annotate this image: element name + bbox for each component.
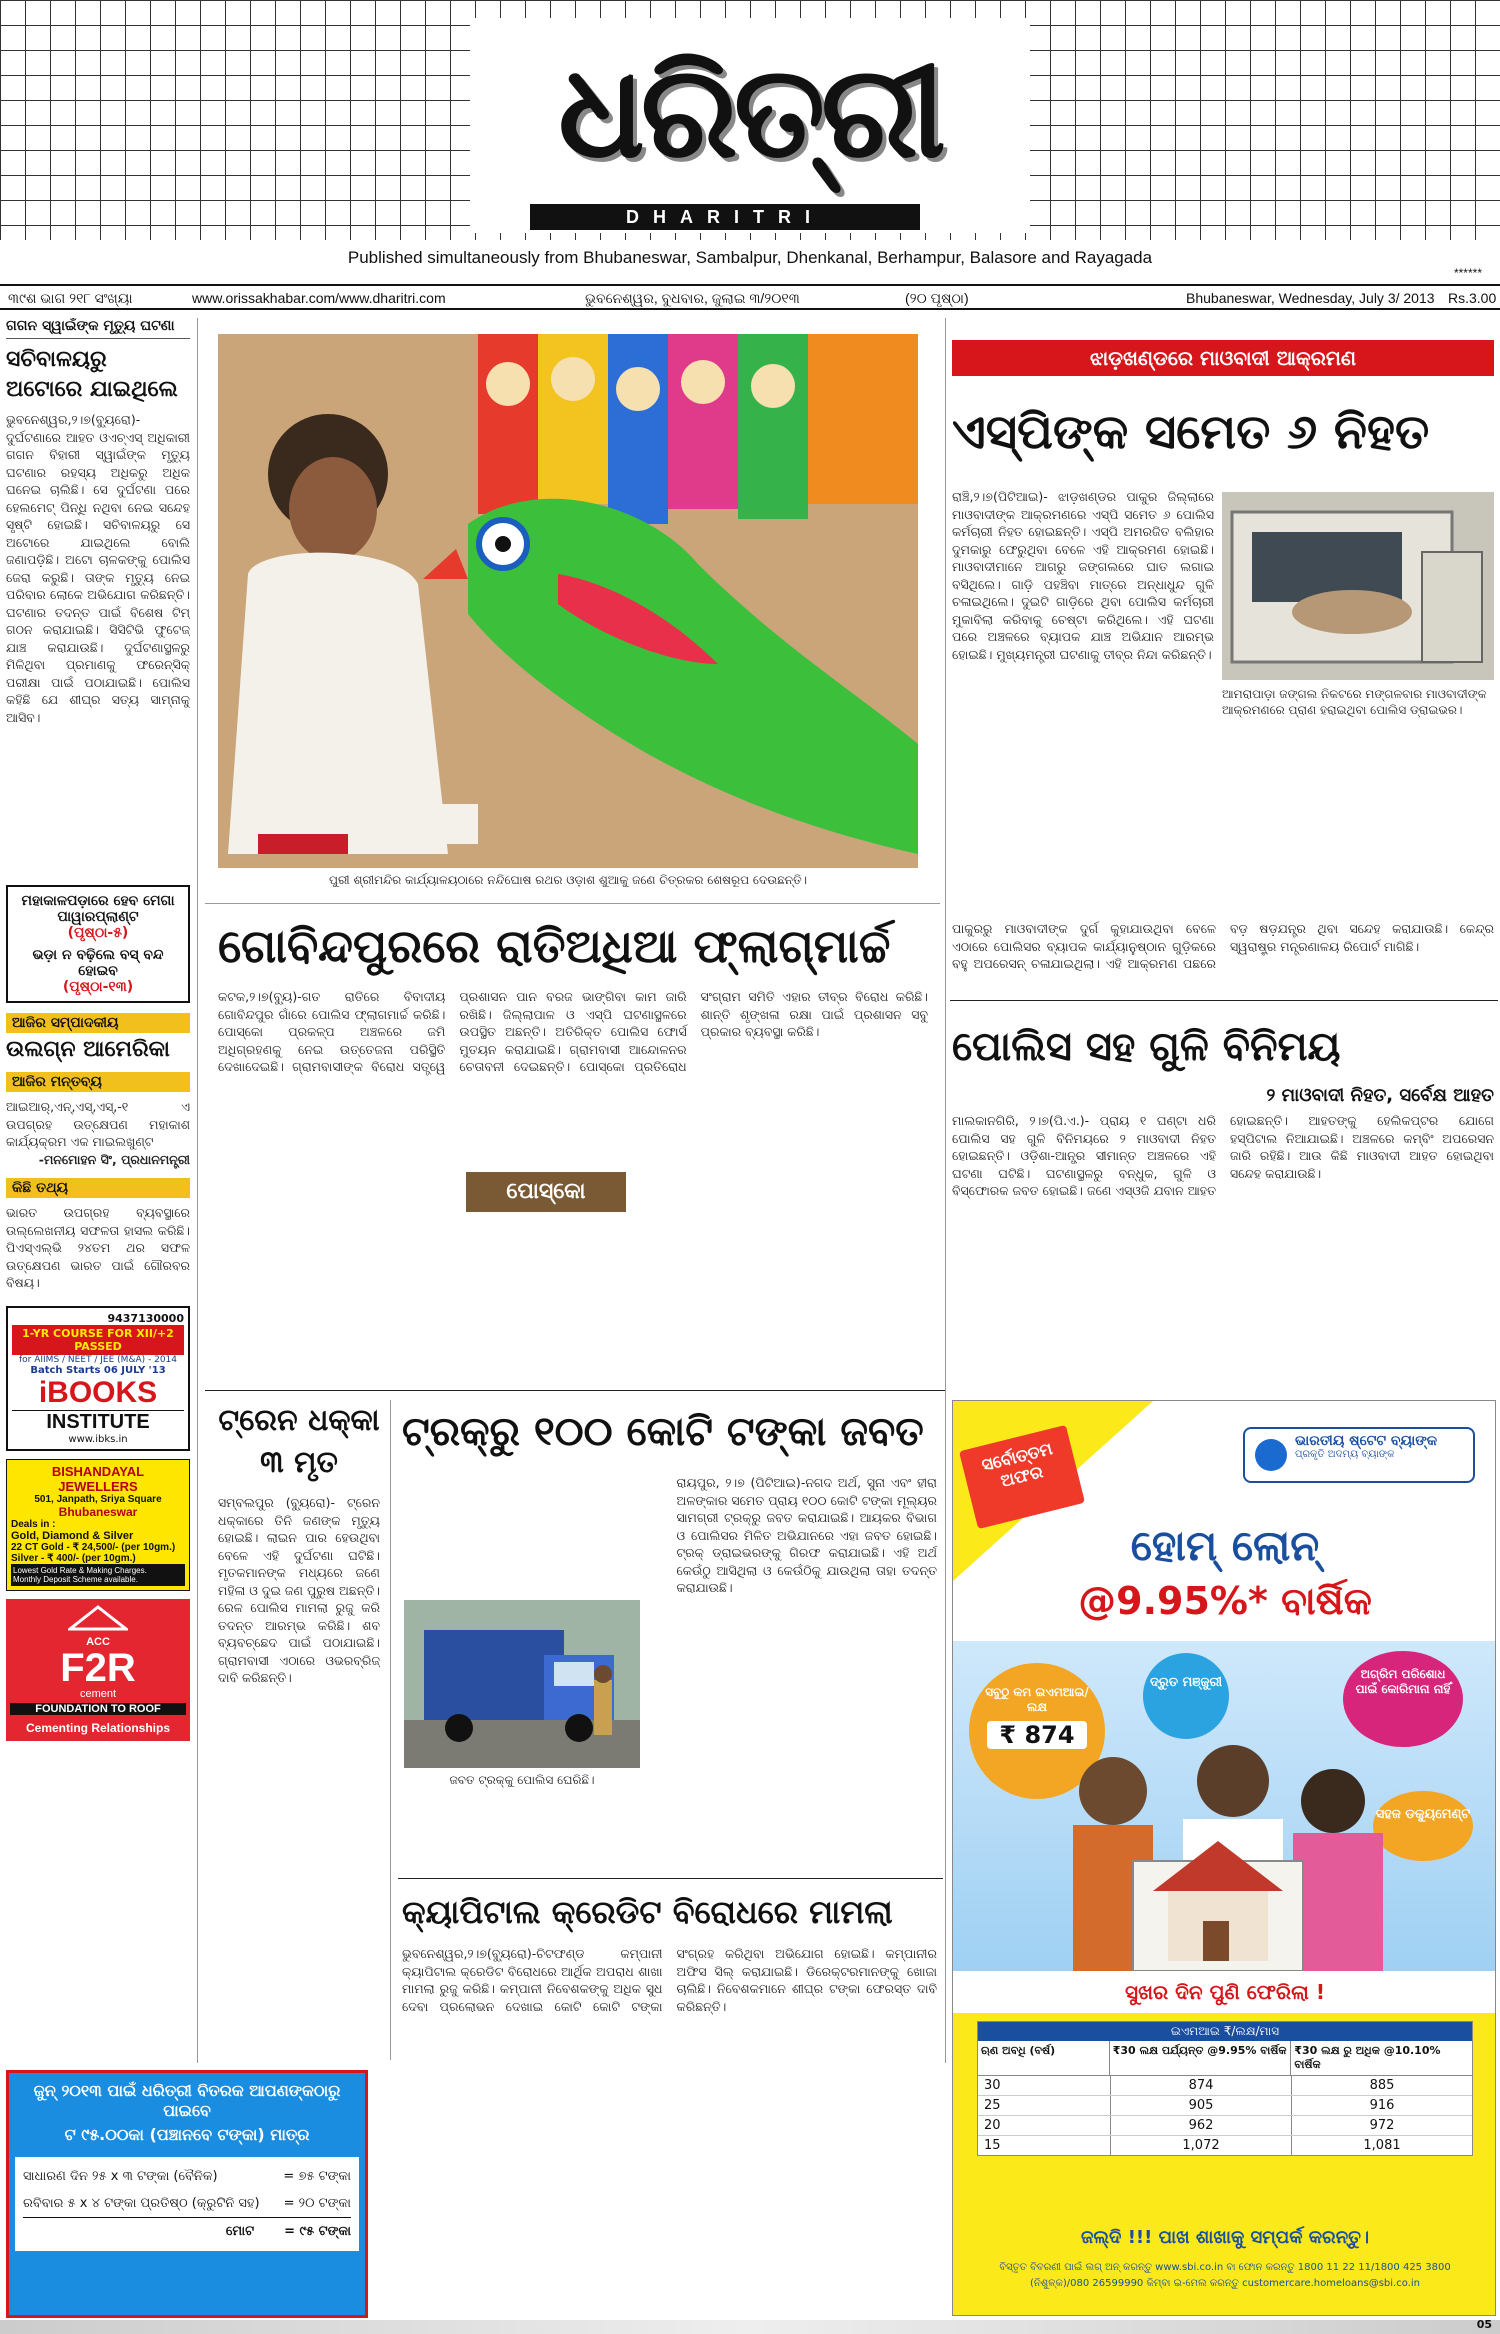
table-cell: 20 [978, 2116, 1111, 2135]
sbi-contact1[interactable]: ବିସ୍ତୃତ ବିବରଣୀ ପାଇଁ ଲଗ୍ ଅନ୍ କରନ୍ତୁ www.sbi.co.in ବା ଫୋନ କରନ୍ତୁ 1800 11 22 11/1800 425 3800 [999, 2262, 1451, 2273]
quote-label: ଆଜିର ମନ୍ତବ୍ୟ [6, 1072, 190, 1092]
promo1-text: ମହାକାଳପଡ଼ାରେ ହେବ ମେଗା ପାୱାରପ୍ଲାଣ୍ଟ [21, 893, 175, 925]
sbi-emi-amount: ₹ 874 [987, 1721, 1087, 1749]
exchange-subheadline: ୨ ମାଓବାଦୀ ନିହତ, ସର୍ବେକ୍ଷ ଆହତ [1266, 1085, 1494, 1106]
dateline: Bhubaneswar, Wednesday, July 3/ 2013 [1186, 290, 1435, 306]
sbi-offer-badge: ସର୍ବୋତ୍ତମ ଅଫର [959, 1425, 1085, 1529]
left-article-body: ଭୁବନେଶ୍ୱର,୨।୭(ବ୍ୟୁରୋ)- ଦୁର୍ଘଟଣାରେ ଆହତ ଓଏଚ୍ଏସ୍ ଅଧିକାରୀ ଗଗନ ବିହାରୀ ସ୍ୱାଇଁଙ୍କ ମୃତ୍ୟୁ ଘଟଣାର ରହସ୍ୟ ଅଧିକରୁ ଅଧିକ ଘନେଇ ଚାଲିଛି। ସେ ଦୁର୍ଘଟଣା ପରେ ହେଲମେଟ୍ ପିନ୍ଧି ନଥିବା ନେଇ ସନ୍ଦେହ ସୃଷ୍ଟି ହୋଇଛି। ସଚିବାଳୟରୁ ସେ ଅଟୋରେ ଯାଇଥିଲେ ବୋଲି ଜଣାପଡ଼ିଛି। ଅଟୋ ଚାଳକଙ୍କୁ ପୋଲିସ ଜେରା କରୁଛି। ତାଙ୍କ ମୃତ୍ୟୁ ନେଇ ପରିବାର ଲୋକେ ଅଭିଯୋଗ କରିଛନ୍ତି। ଘଟଣାର ତଦନ୍ତ ପାଇଁ ବିଶେଷ ଟିମ୍ ଗଠନ କରାଯାଇଛି। ସିସିଟିଭି ଫୁଟେଜ୍ ଯାଞ୍ଚ କରାଯାଉଛି। ଦୁର୍ଘଟଣାସ୍ଥଳରୁ ମିଳିଥିବା ପ୍ରମାଣକୁ ଫରେନ୍ସିକ୍ ପରୀକ୍ଷା ପାଇଁ ପଠାଯାଇଛି। ପୋଲିସ କହିଛି ଯେ ଶୀଘ୍ର ସତ୍ୟ ସାମ୍ନାକୁ ଆସିବ। [6, 412, 190, 725]
separator-line [205, 903, 940, 904]
maoist-photo[interactable] [1222, 492, 1494, 680]
subscription-line1: ଜୁନ୍ ୨୦୧୩ ପାଇଁ ଧରିତ୍ରୀ ବିତରକ ଆପଣଙ୍କଠାରୁ ପାଇବେ [33, 2081, 341, 2120]
page-count: (୨୦ ପୃଷ୍ଠା) [905, 290, 969, 306]
exchange-headline[interactable]: ପୋଲିସ ସହ ଗୁଳି ବିନିମୟ [952, 1024, 1341, 1070]
truck-headline[interactable]: ଟ୍ରକ୍‌ରୁ ୧୦୦ କୋଟି ଟଙ୍କା ଜବତ [402, 1409, 924, 1455]
damaged-vehicle-illustration [1222, 492, 1494, 680]
sbi-easy-docs-badge: ସହଜ ଡକ୍ୟୁମେଣ୍ଟ [1373, 1791, 1473, 1861]
page-number: 05 [1476, 2318, 1492, 2331]
sbi-home-loan-ad[interactable] [952, 1400, 1496, 2316]
masthead [0, 0, 1500, 240]
parrot-painting-illustration [218, 334, 918, 868]
table-cell: 885 [1369, 2078, 1395, 2093]
ibooks-ad[interactable] [6, 1306, 190, 1451]
volume-number: ୩୯ଶ ଭାଗ ୨୧୮ ସଂଖ୍ୟା [8, 290, 133, 306]
capital-body: ଭୁବନେଶ୍ୱର,୨।୭(ବ୍ୟୁରୋ)-ଚିଟଫଣ୍ଡ କମ୍ପାନୀ କ୍ୟାପିଟାଲ କ୍ରେଡିଟ ବିରୋଧରେ ଆର୍ଥିକ ଅପରାଧ ଶାଖା ମାମଲା ରୁଜୁ କରିଛି। କମ୍ପାନୀ ନିବେଶକଙ୍କୁ ଅଧିକ ସୁଧ ଦେବା ପ୍ରଲୋଭନ ଦେଖାଇ କୋଟି କୋଟି ଟଙ୍କା ସଂଗ୍ରହ କରିଥିବା ଅଭିଯୋଗ ହୋଇଛି। କମ୍ପାନୀର ଅଫିସ ସିଲ୍ କରାଯାଇଛି। ଡିରେକ୍ଟରମାନଙ୍କୁ ଖୋଜା ଚାଲିଛି। ନିବେଶକମାନେ ଶୀଘ୍ର ଟଙ୍କା ଫେରସ୍ତ ଦାବି କରିଛନ୍ତି। [402, 1946, 937, 2014]
subscription-row1-label: ସାଧାରଣ ଦିନ ୨୫ x ୩ ଟଙ୍କା (ବୈନିକ) [23, 2169, 218, 2184]
newspaper-logo[interactable] [470, 18, 1030, 233]
editorial-label: ଆଜିର ସମ୍ପାଦକୀୟ [6, 1013, 190, 1033]
quote-author: -ମନମୋହନ ସିଂ, ପ୍ରଧାନମନ୍ତ୍ରୀ [38, 1151, 190, 1167]
sbi-rate: @9.95%* ବାର୍ଷିକ [1078, 1579, 1372, 1623]
jewellers-name: BISHANDAYAL JEWELLERS [51, 1463, 145, 1494]
separator-line [950, 1000, 1498, 1001]
promo1-ref: (ପୃଷ୍ଠା-୫) [67, 925, 129, 941]
jewellers-city: Bhubaneswar [58, 1504, 138, 1519]
main-photo-caption: ପୁରୀ ଶ୍ରୀମନ୍ଦିର କାର୍ଯ୍ୟାଳୟଠାରେ ନନ୍ଦିଘୋଷ ରଥର ଓଡ଼ାଶ ଶୁଆକୁ ଜଣେ ଚିତ୍ରକର ଶେଷରୂପ ଦେଉଛନ୍ତି। [328, 873, 808, 887]
table-cell: 25 [978, 2096, 1111, 2115]
sbi-cta: ଜଲ୍‌ଦି !!! ପାଖ ଶାଖାକୁ ସମ୍ପର୍କ କରନ୍ତୁ। [1080, 2227, 1370, 2248]
table-cell: 1,072 [1111, 2136, 1292, 2155]
jewellers-deals: Deals in : [11, 1518, 56, 1530]
subscription-row2-label: ରବିବାର ୫ x ୪ ଟଙ୍କା ପ୍ରତିଷ୍ଠ (କ୍ରୁଟିନି ସହ) [23, 2196, 260, 2211]
sbi-bank-name: ଭାରତୀୟ ଷ୍ଟେଟ ବ୍ୟାଙ୍କ [1295, 1433, 1438, 1449]
sbi-prepayment-badge: ଅଗ୍ରିମ ପରିଶୋଧ ପାଇଁ କୋରିମାନା ନାହିଁ [1343, 1651, 1463, 1747]
table-cell: 30 [978, 2076, 1111, 2095]
sbi-table-head-0: ଋଣ ଅବଧି (ବର୍ଷ) [978, 2041, 1110, 2075]
left-kicker: ଗଗନ ସ୍ୱାଇଁଙ୍କ ମୃତ୍ୟୁ ଘଟଣା [6, 318, 190, 339]
ibooks-for: for AIIMS / NEET / JEE (M&A) - 2014 [18, 1354, 177, 1365]
maoist-attack-banner: ଝାଡ଼ଖଣ୍ଡରେ ମାଓବାଦୀ ଆକ୍ରମଣ [952, 340, 1494, 376]
sbi-table-head-1: ₹30 ଲକ୍ଷ ପର୍ଯ୍ୟନ୍ତ @9.95% ବାର୍ଷିକ [1110, 2041, 1292, 2075]
acc-cement-ad[interactable] [6, 1599, 190, 1741]
sbi-tagline: ସୁଖର ଦିନ ପୁଣି ଫେରିଲା ! [953, 1971, 1496, 2013]
column-divider [390, 1400, 391, 2060]
price: Rs.3.00 [1448, 290, 1497, 306]
jewellers-address: 501, Janpath, Sriya Square [34, 1493, 162, 1505]
exchange-body: ମାଲକାନଗିରି, ୨।୭(ପି.ଏ.)- ପ୍ରାୟ ୧ ଘଣ୍ଟା ଧରି ପୋଲିସ ସହ ଗୁଳି ବିନିମୟରେ ୨ ମାଓବାଦୀ ନିହତ ହୋଇଛନ୍ତି। ଓଡ଼ିଶା-ଆନ୍ଧ୍ର ସୀମାନ୍ତ ଅଞ୍ଚଳରେ ଏହି ଘଟଣା ଘଟିଛି। ଘଟଣାସ୍ଥଳରୁ ବନ୍ଧୁକ, ଗୁଳି ଓ ବିସ୍ଫୋରକ ଜବତ ହୋଇଛି। ଜଣେ ଏସ୍ଓଜି ଯବାନ ଆହତ ହୋଇଛନ୍ତି। ଆହତଙ୍କୁ ହେଲିକପ୍ଟର ଯୋଗେ ହସ୍ପିଟାଲ ନିଆଯାଇଛି। ଅଞ୍ଚଳରେ କମ୍ବିଂ ଅପରେସନ ଜାରି ରହିଛି। ଆଉ କିଛି ମାଓବାଦୀ ଆହତ ହୋଇଥିବା ସନ୍ଦେହ କରାଯାଉଛି। [952, 1113, 1494, 1198]
jewellers-items: Gold, Diamond & Silver [11, 1529, 134, 1542]
sbi-keyhole-icon [1255, 1439, 1287, 1471]
left-headline[interactable]: ସଚିବାଳୟରୁ ଅଟୋରେ ଯାଇଥିଲେ [6, 347, 178, 402]
table-cell: 962 [1111, 2116, 1292, 2135]
quote-text: ଆଇଆର୍,ଏନ୍,ଏସ୍,ଏସ୍,-୧ ଏ ଉପଗ୍ରହ ଉତ୍କ୍ଷେପଣ ମହାକାଶ କାର୍ଯ୍ୟକ୍ରମ ଏକ ମାଇଲଖୁଣ୍ଟ [6, 1099, 190, 1149]
table-row [978, 2096, 1472, 2116]
jewellers-note2: Monthly Deposit Scheme available. [13, 1574, 138, 1584]
ibooks-url[interactable]: www.ibks.in [68, 1433, 128, 1445]
flagmarch-headline[interactable]: ଗୋବିନ୍ଦପୁରରେ ରାତିଅଧିଆ ଫ୍ଲାଗ୍‌ମାର୍ଚ୍ଚ [218, 919, 891, 973]
promo2-ref: (ପୃଷ୍ଠା-୧୩) [62, 979, 134, 995]
ibooks-logo: iBOOKS [38, 1375, 158, 1409]
ibooks-batch: Batch Starts 06 JULY '13 [30, 1364, 166, 1376]
ibooks-institute: INSTITUTE [12, 1410, 184, 1434]
truck-caption: ଜବତ ଟ୍ରକ୍କୁ ପୋଲିସ ଘେରିଛି। [449, 1773, 595, 1787]
sbi-emi-label: ସବୁଠୁ କମ ଇଏମଆଇ/ଲକ୍ଷ [985, 1685, 1089, 1714]
jewellers-silver-rate: Silver - ₹ 400/- (per 10gm.) [11, 1552, 136, 1564]
subscription-box[interactable] [6, 2070, 368, 2318]
edition-stars: ****** [1453, 266, 1482, 280]
date-odia: ଭୁବନେଶ୍ୱର, ବୁଧବାର, ଜୁଲାଇ ୩/୨୦୧୩ [585, 290, 800, 306]
main-photo[interactable] [218, 334, 918, 868]
acc-brand: ACC [86, 1635, 110, 1648]
separator-line [398, 1878, 943, 1879]
ibooks-phone: 9437130000 [107, 1311, 184, 1325]
acc-product: F2R [60, 1645, 136, 1690]
capital-headline[interactable]: କ୍ୟାପିଟାଲ କ୍ରେଡିଟ ବିରୋଧରେ ମାମଲା [402, 1893, 893, 1931]
jewellers-note1: Lowest Gold Rate & Making Charges. [13, 1565, 147, 1575]
table-row [978, 2136, 1472, 2155]
logo-wordmark: ଧରିତ୍ରୀ [558, 38, 942, 187]
train-headline[interactable]: ଟ୍ରେନ ଧକ୍କା ୩ ମୃତ [218, 1403, 380, 1480]
left-column [6, 318, 190, 2063]
sbi-logo-box [1243, 1427, 1475, 1483]
subscription-line2: ଟ ୯୫.୦୦କା (ପଞ୍ଚାନବେ ଟଙ୍କା) ମାତ୍ର [64, 2125, 310, 2144]
column-divider [197, 318, 198, 2063]
published-line: Published simultaneously from Bhubaneswar, Sambalpur, Dhenkanal, Berhampur, Balasore and Rayagada [347, 248, 1153, 267]
promo-box[interactable] [6, 885, 190, 1003]
train-article [218, 1400, 380, 2060]
footer-strip [0, 2320, 1500, 2334]
acc-slogan: Cementing Relationships [25, 1720, 171, 1735]
house-roof-icon [68, 1605, 128, 1631]
subscription-total-label: ମୋଟ [225, 2224, 255, 2239]
table-row [978, 2076, 1472, 2096]
sbi-bank-tag: ପ୍ରକୃତି ଅଦମ୍ୟ ବ୍ୟାଙ୍କ [1295, 1449, 1395, 1460]
table-row [978, 2116, 1472, 2136]
table-cell: 972 [1369, 2118, 1395, 2133]
train-body: ସମ୍ବଲପୁର (ବ୍ୟୁରୋ)- ଟ୍ରେନ ଧକ୍କାରେ ତିନି ଜଣଙ୍କ ମୃତ୍ୟୁ ହୋଇଛି। ଲାଇନ ପାର ହେଉଥିବା ବେଳେ ଏହି ଦୁର୍ଘଟଣା ଘଟିଛି। ମୃତକମାନଙ୍କ ମଧ୍ୟରେ ଜଣେ ମହିଳା ଓ ଦୁଇ ଜଣ ପୁରୁଷ ଅଛନ୍ତି। ରେଳ ପୋଲିସ ମାମଲା ରୁଜୁ କରି ତଦନ୍ତ ଆରମ୍ଭ କରିଛି। ଶବ ବ୍ୟବଚ୍ଛେଦ ପାଇଁ ପଠାଯାଇଛି। ଗ୍ରାମବାସୀ ଏଠାରେ ଓଭରବ୍ରିଜ୍ ଦାବି କରିଛନ୍ତି। [218, 1495, 380, 1685]
table-cell: 916 [1369, 2098, 1395, 2113]
flagmarch-body: କଟକ,୨।୭(ବ୍ୟୁ)-ଗତ ରାତିରେ ବିବାଦୀୟ ଗୋବିନ୍ଦପୁର ଗାଁରେ ପୋଲିସ ଫ୍ଲାଗମାର୍ଚ୍ଚ କରିଛି। ପୋସ୍କୋ ପ୍ରକଳ୍ପ ଅଞ୍ଚଳରେ ଜମି ଅଧିଗ୍ରହଣକୁ ନେଇ ଉତ୍ତେଜନା ପରିସ୍ଥିତି ଦେଖାଦେଇଛି। ଗ୍ରାମବାସୀଙ୍କ ବିରୋଧ ସତ୍ତ୍ୱେ ପ୍ରଶାସନ ପାନ ବରଜ ଭାଙ୍ଗିବା କାମ ଜାରି ରଖିଛି। ଜିଲ୍ଲାପାଳ ଓ ଏସ୍ପି ଘଟଣାସ୍ଥଳରେ ଉପସ୍ଥିତ ଅଛନ୍ତି। ଅତିରିକ୍ତ ପୋଲିସ ଫୋର୍ସ ମୁତୟନ କରାଯାଇଛି। ଗ୍ରାମବାସୀ ଆନ୍ଦୋଳନର ଚେତାବନୀ ଦେଇଛନ୍ତି। ପୋସ୍କୋ ପ୍ରତିରୋଧ ସଂଗ୍ରାମ ସମିତି ଏହାର ତୀବ୍ର ବିରୋଧ କରିଛି। ଶାନ୍ତି ଶୃଙ୍ଖଳା ରକ୍ଷା ପାଇଁ ପ୍ରଶାସନ ସବୁ ପ୍ରକାର ବ୍ୟବସ୍ଥା କରିଛି। [218, 989, 928, 1074]
table-cell: 874 [1111, 2076, 1292, 2095]
subscription-row2-value: = ୨୦ ଟଙ୍କା [283, 2196, 351, 2211]
family-house-illustration [1043, 1741, 1403, 1971]
maoist-headline[interactable]: ଏସ୍‌ପିଙ୍କ ସମେତ ୬ ନିହତ [952, 404, 1430, 460]
truck-body-text: ରାୟପୁର, ୨।୭ (ପିଟିଆଇ)-ନଗଦ ଅର୍ଥ, ସୁନା ଏବଂ ହୀରା ଅଳଙ୍କାର ସମେତ ପ୍ରାୟ ୧୦୦ କୋଟି ଟଙ୍କା ମୂଲ୍ୟର ସାମଗ୍ରୀ ଟ୍ରକ୍‌ରୁ ଜବତ କରାଯାଇଛି। ଆୟକର ବିଭାଗ ଓ ପୋଲିସର ମିଳିତ ଅଭିଯାନରେ ଏହା ଜବତ ହୋଇଛି। ଟ୍ରକ୍ ଡ୍ରାଇଭରଙ୍କୁ ଗିରଫ କରାଯାଇଛି। ଏହି ଅର୍ଥ କେଉଁଠୁ ଆସିଥିଲା ଓ କେଉଁଠିକୁ ଯାଉଥିଲା ତାହା ତଦନ୍ତ କରାଯାଉଛି। [676, 1475, 937, 1595]
separator-line [205, 1390, 945, 1391]
sbi-table-head-2: ₹30 ଲକ୍ଷ ରୁ ଅଧିକ @10.10% ବାର୍ଷିକ [1294, 2044, 1441, 2071]
table-cell: 15 [978, 2136, 1111, 2155]
sbi-fast-approval-badge: ଦ୍ରୁତ ମଞ୍ଜୁରୀ [1143, 1653, 1229, 1739]
maoist-photo-caption: ଆମରାପାଡ଼ା ଜଙ୍ଗଲ ନିକଟରେ ମଙ୍ଗଳବାର ମାଓବାଦୀଙ୍କ ଆକ୍ରମଣରେ ପ୍ରାଣ ହରାଇଥିବା ପୋଲିସ ଡ୍ରାଇଭର। [1222, 687, 1487, 717]
promo2-text: ଭଡ଼ା ନ ବଢ଼ିଲେ ବସ୍ ବନ୍ଦ ହୋଇବ [32, 947, 164, 979]
jewellers-ad[interactable] [6, 1459, 190, 1591]
logo-subtitle: DHARITRI [530, 204, 920, 230]
maoist-body-continued: ପାକୁରରୁ ମାଓବାଦୀଙ୍କ ଦୁର୍ଗ କୁହାଯାଉଥିବା ବେଳେ ଏଠାରେ ପୋଲିସର ବ୍ୟାପକ କାର୍ଯ୍ୟାନୁଷ୍ଠାନ ଗୁଡ଼ିକରେ ବହୁ ଅପରେସନ୍ ଚଳାଯାଇଥିଲା। ଏହି ଆକ୍ରମଣ ପଛରେ ବଡ଼ ଷଡ଼ଯନ୍ତ୍ର ଥିବା ସନ୍ଦେହ କରାଯାଉଛି। କେନ୍ଦ୍ର ସ୍ୱରାଷ୍ଟ୍ର ମନ୍ତ୍ରଣାଳୟ ରିପୋର୍ଟ ମାଗିଛି। [952, 921, 1494, 971]
issue-info-bar [0, 284, 1500, 310]
column-divider [945, 318, 946, 2063]
acc-cement-word: cement [79, 1687, 117, 1700]
table-cell: 1,081 [1363, 2138, 1401, 2153]
website-link[interactable]: www.orissakhabar.com/www.dharitri.com [192, 290, 446, 306]
editorial-title[interactable]: ଉଲଗ୍ନ ଆମେରିକା [6, 1037, 170, 1062]
posco-label: ପୋସ୍କୋ [466, 1172, 626, 1212]
acc-tag: FOUNDATION TO ROOF [10, 1703, 186, 1715]
sbi-product: ହୋମ୍ ଲୋନ୍ [1130, 1521, 1320, 1570]
truck-body [402, 1474, 937, 1904]
table-cell: 905 [1111, 2096, 1292, 2115]
sbi-table-title: ଇଏମଆଇ ₹/ଲକ୍ଷ/ମାସ [978, 2022, 1472, 2041]
maoist-body: ରାଞ୍ଚି,୨।୭(ପିଟିଆଇ)- ଝାଡ଼ଖଣ୍ଡର ପାକୁର ଜିଲ୍ଲାରେ ମାଓବାଦୀଙ୍କ ଆକ୍ରମଣରେ ଏସ୍ପି ସମେତ ୬ ପୋଲିସ କର୍ମଚାରୀ ନିହତ ହୋଇଛନ୍ତି। ଏସ୍ପି ଅମରଜିତ ବଲିହାର ଦୁମକାରୁ ଫେରୁଥିବା ବେଳେ ଏହି ଆକ୍ରମଣ ହୋଇଛି। ମାଓବାଦୀମାନେ ଆଗରୁ ଜଙ୍ଗଲରେ ଘାତ ଲଗାଇ ବସିଥିଲେ। ଗାଡ଼ି ପହଞ୍ଚିବା ମାତ୍ରେ ଅନ୍ଧାଧୁନ୍ଦ ଗୁଳି ଚଳାଇଥିଲେ। ଦୁଇଟି ଗାଡ଼ିରେ ଥିବା ପୋଲିସ କର୍ମଚାରୀ ମୁକାବିଲା କରିବାକୁ ଚେଷ୍ଟା କରିଥିଲେ। ଏହି ଘଟଣା ପରେ ଅଞ୍ଚଳରେ ବ୍ୟାପକ ଯାଞ୍ଚ ଅଭିଯାନ ଆରମ୍ଭ ହୋଇଛି। ମୁଖ୍ୟମନ୍ତ୍ରୀ ଘଟଣାକୁ ତୀବ୍ର ନିନ୍ଦା କରିଛନ୍ତି। [952, 489, 1214, 662]
ibooks-course: 1-YR COURSE FOR XII/+2 PASSED [12, 1325, 184, 1355]
facts-text: ଭାରତ ଉପଗ୍ରହ ବ୍ୟବସ୍ଥାରେ ଉଲ୍ଲେଖନୀୟ ସଫଳତା ହାସଲ କରିଛି। ପିଏସ୍ଏଲ୍ଭି ୨୪ତମ ଥର ସଫଳ ଉତ୍କ୍ଷେପଣ ଭାରତ ପାଇଁ ଗୌରବର ବିଷୟ। [6, 1205, 190, 1290]
sbi-contact2[interactable]: (ନିଶୁଳ୍କ)/080 26599990 କିମ୍ବା ଇ-ମେଲ କରନ୍ତୁ customercare.homeloans@sbi.co.in [1030, 2278, 1420, 2289]
sbi-emi-table [977, 2021, 1473, 2156]
facts-label: କିଛି ତଥ୍ୟ [6, 1178, 190, 1198]
jewellers-gold-rate: 22 CT Gold - ₹ 24,500/- (per 10gm.) [11, 1541, 176, 1553]
subscription-row1-value: = ୭୫ ଟଙ୍କା [283, 2169, 351, 2184]
subscription-total-value: = ୯୫ ଟଙ୍କା [284, 2224, 351, 2239]
